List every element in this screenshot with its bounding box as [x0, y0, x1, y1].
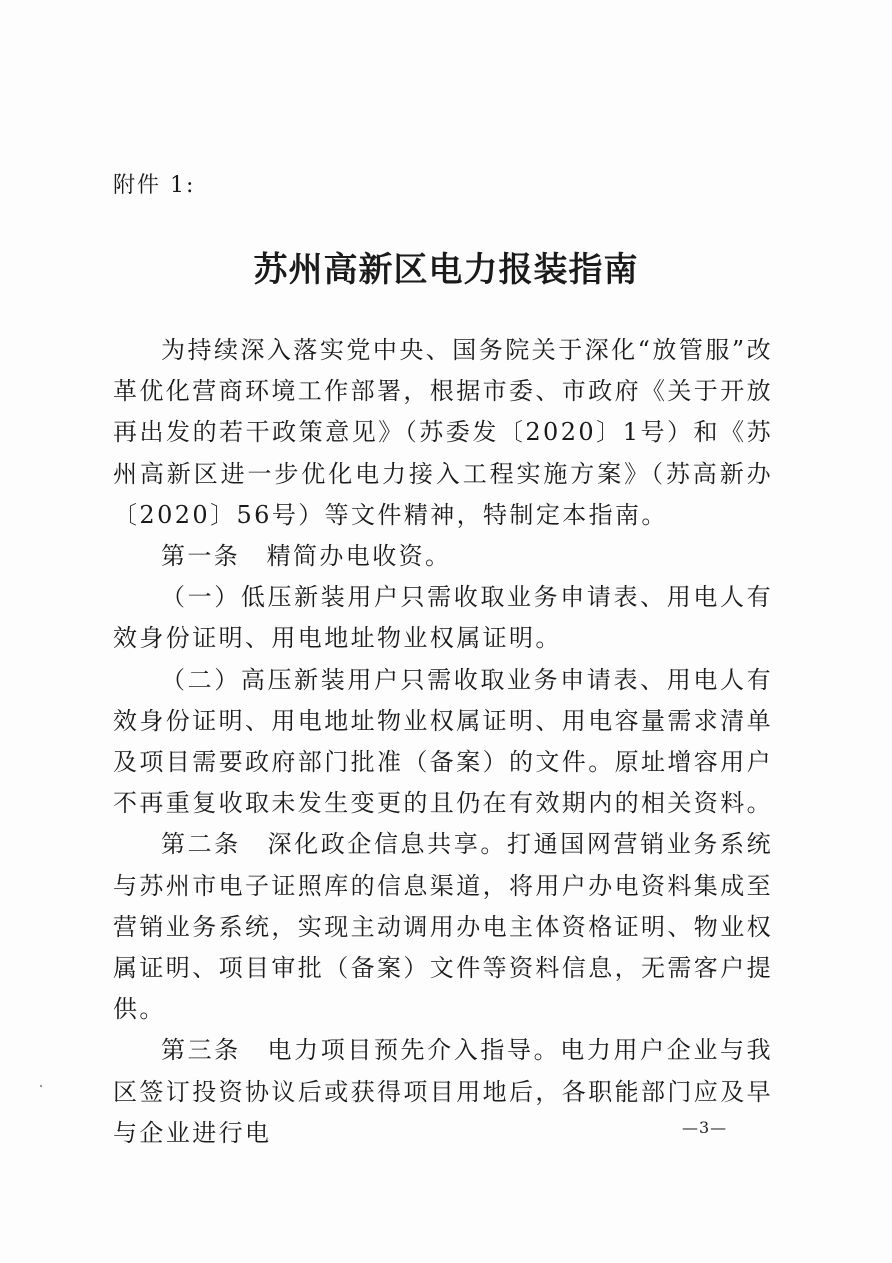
page-number: —3—	[682, 1118, 728, 1137]
attachment-label: 附件 1:	[113, 173, 196, 198]
paragraph-article-1-item-2: （二）高压新装用户只需收取业务申请表、用电人有效身份证明、用电地址物业权属证明、用电容量需求清单及项目需要政府部门批准（备案）的文件。原址增容用户不再重复收取未发生变更的且仍在有效期内的相关资料。	[113, 665, 773, 818]
paragraph-article-3: 第三条 电力项目预先介入指导。电力用户企业与我区签订投资协议后或获得项目用地后，各职能部门应及早与企业进行电	[113, 1036, 773, 1147]
paragraph-article-1-heading: 第一条 精简办电收资。	[161, 542, 452, 571]
paragraph-article-2: 第二条 深化政企信息共享。打通国网营销业务系统与苏州市电子证照库的信息渠道，将用户办电资料集成至营销业务系统，实现主动调用办电主体资格证明、物业权属证明、项目审批（备案）文件等资料信息，无需客户提供。	[113, 830, 773, 1024]
document-body	[113, 330, 773, 1154]
document-title: 苏州高新区电力报装指南	[253, 250, 639, 290]
paragraph-intro: 为持续深入落实党中央、国务院关于深化“放管服”改革优化营商环境工作部署，根据市委、市政府《关于开放再出发的若干政策意见》（苏委发〔2020〕1号）和《苏州高新区进一步优化电力接入工程实施方案》（苏高新办〔2020〕56号）等文件精神，特制定本指南。	[113, 336, 773, 529]
scan-speck	[40, 1085, 42, 1087]
paragraph-article-1-item-1: （一）低压新装用户只需收取业务申请表、用电人有效身份证明、用电地址物业权属证明。	[113, 583, 773, 653]
